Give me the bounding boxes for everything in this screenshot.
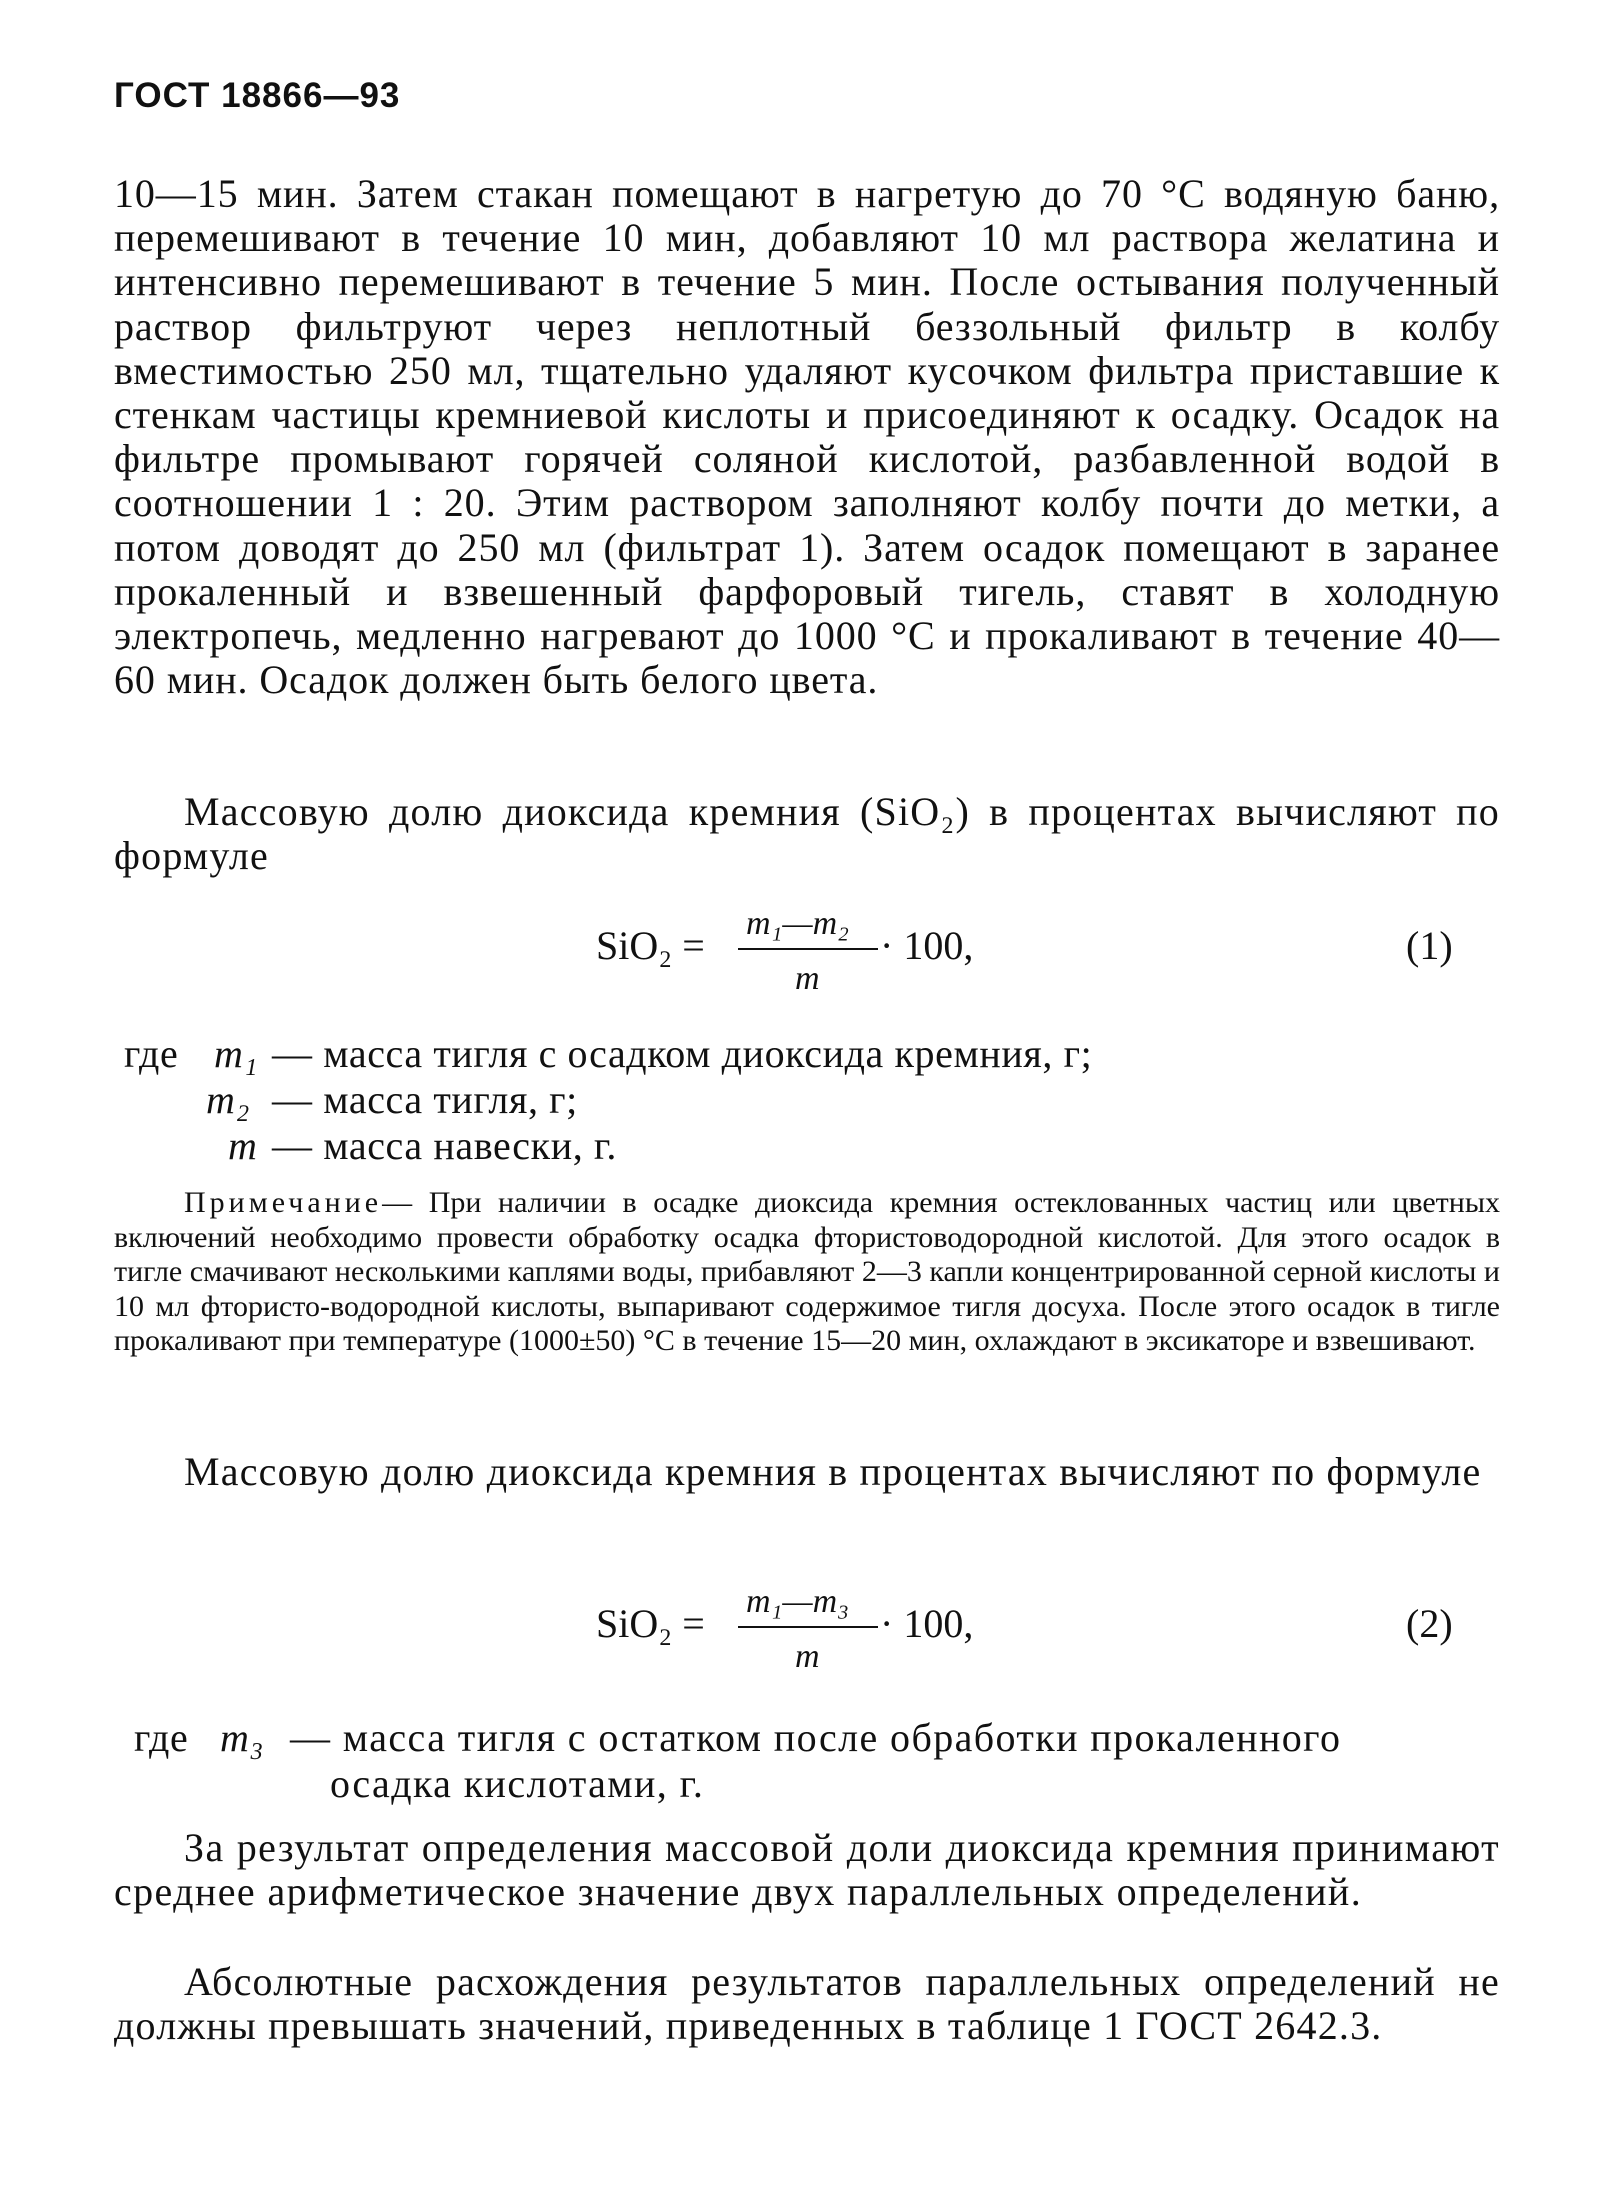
legend-var: m₂ (206, 1077, 250, 1122)
document-header: ГОСТ 18866—93 (114, 76, 401, 115)
formula-2-rhs: · 100, (880, 1601, 974, 1646)
legend-prefix: где (124, 1031, 179, 1076)
formula-2-lhs: SiO₂ = (596, 1601, 705, 1646)
paragraph-formula2-intro: Массовую долю диоксида кремния в процентах вычисляют по формуле (184, 1449, 1482, 1494)
legend-text: — масса навески, г. (272, 1123, 617, 1168)
formula-1-fraction-bar (738, 948, 878, 950)
legend-text: — масса тигля с остатком после обработки прокаленного (290, 1715, 1342, 1760)
paragraph-procedure: 10—15 мин. Затем стакан помещают в нагретую до 70 °С водяную баню, перемешивают в течение 10 мин, добавляют 10 мл раствора желатина и интенсивно перемешивают в течение 5 мин. После остывания полученный раствор фильтруют через неплотный беззольный фильтр в колбу вместимостью 250 мл, тщательно удаляют кусочком фильтра приставшие к стенкам частицы кремниевой кислоты и присоединяют к осадку. Осадок на фильтре промывают горячей соляной кислотой, разбавленной водой в соотношении 1 : 20. Этим раствором заполняют колбу почти до метки, а потом доводят до 250 мл (фильтрат 1). Затем осадок помещают в заранее прокаленный и взвешенный фарфоровый тигель, ставят в холодную электропечь, медленно нагревают до 1000 °С и прокаливают в течение 40—60 мин. Осадок должен быть белого цвета. (114, 171, 1500, 703)
formula-1-rhs: · 100, (880, 923, 974, 968)
legend-var: m₃ (220, 1715, 264, 1760)
formula-1-numerator: m₁—m₂ (746, 905, 849, 942)
legend-var: m (228, 1123, 258, 1168)
paragraph-discrepancy: Абсолютные расхождения результатов параллельных определений не должны превышать значений, приведенных в таблице 1 ГОСТ 2642.3. (114, 1959, 1500, 2049)
formula-2-denominator: m (795, 1638, 820, 1675)
note-label: Примечание (184, 1186, 383, 1219)
paragraph-formula1-intro: Массовую долю диоксида кремния (SiO₂) в процентах вычисляют по формуле (114, 789, 1500, 879)
legend-prefix: где (134, 1715, 189, 1760)
formula-1-number: (1) (1406, 923, 1453, 968)
formula-1-lhs: SiO₂ = (596, 923, 705, 968)
note-block (114, 1186, 1500, 1359)
formula-2-number: (2) (1406, 1601, 1453, 1646)
legend-text: осадка кислотами, г. (330, 1761, 705, 1806)
formula-1-denominator: m (795, 960, 820, 997)
formula-2-numerator: m₁—m₃ (746, 1583, 849, 1620)
note-text: — При наличии в осадке диоксида кремния остеклованных частиц или цветных включений необходимо провести обработку осадка фтористоводородной кислотой. Для этого осадок в тигле смачивают несколькими каплями воды, прибавляют 2—3 капли концентрированной серной кислоты и 10 мл фтористо-водородной кислоты, выпаривают содержимое тигля досуха. После этого осадок в тигле прокаливают при температуре (1000±50) °С в течение 15—20 мин, охлаждают в эксикаторе и взвешивают. (114, 1186, 1500, 1357)
legend-text: — масса тигля, г; (272, 1077, 578, 1122)
legend-var: m₁ (214, 1031, 258, 1076)
formula-2-fraction-bar (738, 1626, 878, 1628)
legend-text: — масса тигля с осадком диоксида кремния, г; (272, 1031, 1093, 1076)
paragraph-result: За результат определения массовой доли диоксида кремния принимают среднее арифметическое значение двух параллельных определений. (114, 1825, 1500, 1915)
